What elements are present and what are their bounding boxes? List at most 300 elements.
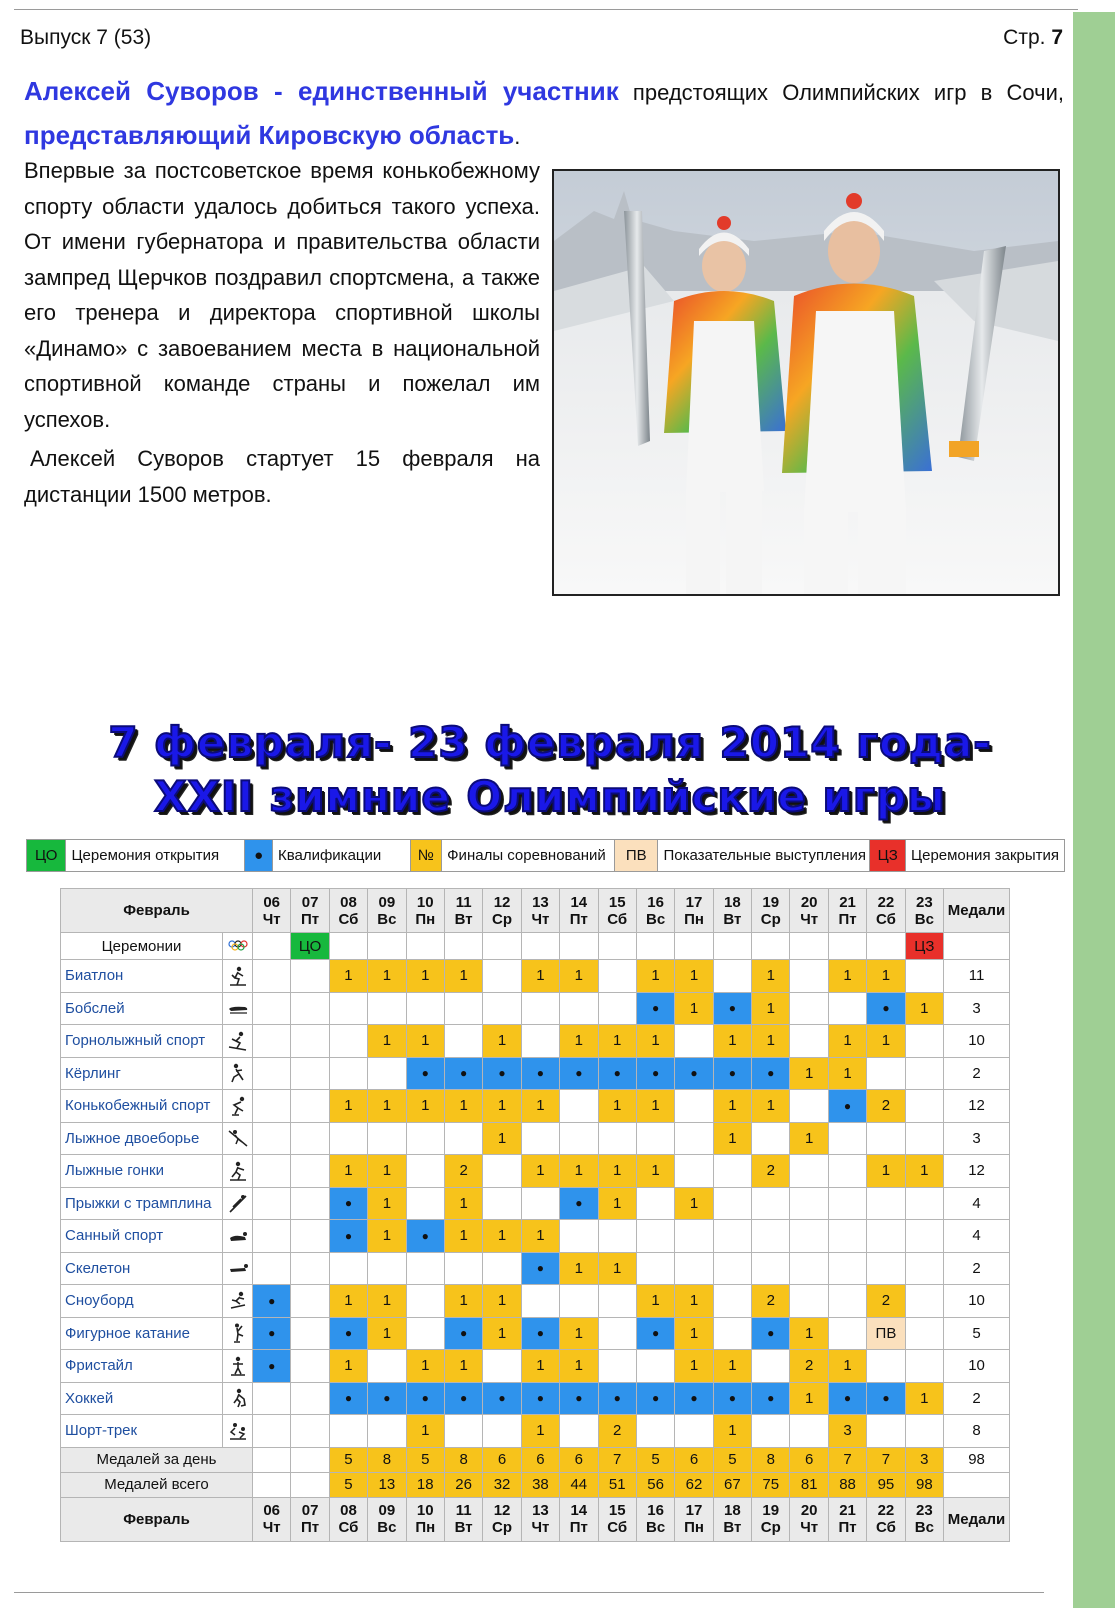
sport-name[interactable]: Конькобежный спорт <box>61 1090 223 1123</box>
schedule-cell <box>636 1415 674 1448</box>
sport-icon-cell <box>223 1285 253 1318</box>
weekday: Сб <box>338 910 359 928</box>
schedule-cell <box>483 1252 521 1285</box>
sport-icon-cell <box>223 1155 253 1188</box>
day-number: 21 <box>839 1502 856 1519</box>
medals-cell: 11 <box>944 960 1010 993</box>
schedule-cell: ● <box>636 1382 674 1415</box>
schedule-cell: ● <box>253 1350 291 1383</box>
schedule-cell: ● <box>867 992 905 1025</box>
schedule-cell <box>905 1187 943 1220</box>
schedule-cell: 1 <box>368 1317 406 1350</box>
schedule-cell <box>521 1122 559 1155</box>
schedule-cell <box>291 1057 329 1090</box>
schedule-cell: 1 <box>828 1057 866 1090</box>
total-cell <box>253 1472 291 1497</box>
weekday: Пн <box>415 1519 436 1536</box>
sport-row <box>61 1057 1010 1090</box>
day-number: 10 <box>416 1502 434 1519</box>
schedule-cell <box>636 933 674 960</box>
schedule-cell <box>828 992 866 1025</box>
day-header <box>368 889 406 933</box>
total-cell: 38 <box>521 1472 559 1497</box>
schedule-cell: ● <box>368 1382 406 1415</box>
day-number: 20 <box>800 1502 818 1519</box>
day-header <box>636 889 674 933</box>
schedule-cell: ● <box>521 1057 559 1090</box>
sport-row <box>61 1350 1010 1383</box>
schedule-cell: 1 <box>368 1285 406 1318</box>
schedule-cell <box>752 1187 790 1220</box>
sport-icon-cell <box>223 992 253 1025</box>
bottom-header-row <box>61 1497 1010 1541</box>
weekday: Чт <box>800 910 819 928</box>
sport-name[interactable]: Лыжные гонки <box>61 1155 223 1188</box>
ceremonies-icon-cell <box>223 933 253 960</box>
schedule-cell: 2 <box>867 1090 905 1123</box>
schedule-cell <box>867 1252 905 1285</box>
schedule-cell: 1 <box>444 1220 482 1253</box>
day-header <box>253 889 291 933</box>
day-header <box>253 1497 291 1541</box>
total-cell: 8 <box>752 1447 790 1472</box>
page-number: Стр. 7 <box>1003 26 1063 49</box>
schedule-cell: 1 <box>598 1025 636 1058</box>
schedule-cell: 1 <box>675 1285 713 1318</box>
day-header <box>598 889 636 933</box>
schedule-cell: 1 <box>828 1025 866 1058</box>
sport-name[interactable]: Санный спорт <box>61 1220 223 1253</box>
schedule-cell <box>752 1220 790 1253</box>
day-header <box>828 889 866 933</box>
day-header <box>329 1497 367 1541</box>
schedule-cell: ● <box>253 1317 291 1350</box>
schedule-cell <box>483 1415 521 1448</box>
day-header <box>483 889 521 933</box>
day-number: 22 <box>877 1502 895 1519</box>
weekday: Ср <box>760 910 781 928</box>
schedule-cell <box>713 1155 751 1188</box>
schedule-cell: ● <box>444 1317 482 1350</box>
day-header <box>329 889 367 933</box>
snowboard-icon <box>227 1290 249 1312</box>
article-body <box>24 153 540 512</box>
day-header <box>444 1497 482 1541</box>
schedule-cell <box>291 1025 329 1058</box>
total-cell: 7 <box>828 1447 866 1472</box>
schedule-cell <box>905 1415 943 1448</box>
schedule-cell <box>675 1252 713 1285</box>
weekday: Вс <box>914 1519 934 1536</box>
schedule-cell <box>291 1382 329 1415</box>
sport-icon-cell <box>223 1122 253 1155</box>
schedule-cell: 1 <box>675 960 713 993</box>
sport-name[interactable]: Прыжки с трамплина <box>61 1187 223 1220</box>
schedule-cell <box>291 992 329 1025</box>
schedule-cell: ● <box>675 1057 713 1090</box>
luge-icon <box>227 1225 249 1247</box>
schedule-cell: 1 <box>675 1317 713 1350</box>
schedule-cell <box>828 1187 866 1220</box>
sport-row <box>61 1220 1010 1253</box>
medals-cell: 8 <box>944 1415 1010 1448</box>
schedule-cell <box>867 1187 905 1220</box>
schedule-cell <box>828 1122 866 1155</box>
total-cell: 62 <box>675 1472 713 1497</box>
schedule-cell <box>560 1285 598 1318</box>
day-header <box>713 889 751 933</box>
schedule-cell <box>752 933 790 960</box>
schedule-cell: 2 <box>444 1155 482 1188</box>
schedule-cell: ● <box>560 1187 598 1220</box>
schedule-cell: ● <box>752 1382 790 1415</box>
sport-name[interactable]: Шорт-трек <box>61 1415 223 1448</box>
medals-cell: 10 <box>944 1025 1010 1058</box>
schedule-cell <box>444 1025 482 1058</box>
sport-row <box>61 992 1010 1025</box>
schedule-cell <box>368 1252 406 1285</box>
schedule-cell: ● <box>560 1382 598 1415</box>
hockey-icon <box>227 1387 249 1409</box>
schedule-cell <box>675 1122 713 1155</box>
torch-bearers-photo <box>552 169 1060 596</box>
schedule-cell <box>368 1350 406 1383</box>
curling-icon <box>227 1062 249 1084</box>
schedule-cell <box>291 960 329 993</box>
lead-highlight-2: представляющий Кировскую область <box>24 120 515 150</box>
weekday: Сб <box>607 1519 628 1536</box>
day-header <box>790 1497 828 1541</box>
schedule-cell: 1 <box>713 1090 751 1123</box>
schedule-cell <box>867 933 905 960</box>
schedule-cell: 2 <box>790 1350 828 1383</box>
schedule-cell: 1 <box>329 1350 367 1383</box>
weekday: Чт <box>531 1519 550 1536</box>
weekday: Вс <box>377 1519 397 1536</box>
schedule-cell: 1 <box>406 1350 444 1383</box>
schedule-cell <box>905 1317 943 1350</box>
schedule-cell: 1 <box>636 1025 674 1058</box>
schedule-cell: 1 <box>598 1187 636 1220</box>
schedule-cell <box>483 1187 521 1220</box>
schedule-cell <box>713 1187 751 1220</box>
schedule-cell: ● <box>752 1317 790 1350</box>
schedule-cell: 1 <box>329 1155 367 1188</box>
medals-cell: 12 <box>944 1090 1010 1123</box>
schedule-cell: 1 <box>521 1155 559 1188</box>
schedule-cell <box>636 1220 674 1253</box>
day-number: 23 <box>915 1502 933 1519</box>
schedule-cell: 1 <box>368 960 406 993</box>
schedule-cell: ЦЗ <box>905 933 943 960</box>
schedule-cell <box>253 1122 291 1155</box>
schedule-cell: ● <box>406 1057 444 1090</box>
schedule-cell <box>713 1252 751 1285</box>
banner-line-1: 7 февраля- 23 февраля 2014 года- <box>108 718 992 767</box>
sport-row <box>61 1187 1010 1220</box>
medals-per-day-row <box>61 1447 1010 1472</box>
total-cell: 8 <box>444 1447 482 1472</box>
schedule-cell: ● <box>329 1382 367 1415</box>
schedule-cell: 1 <box>905 992 943 1025</box>
schedule-cell <box>521 992 559 1025</box>
total-cell: 81 <box>790 1472 828 1497</box>
schedule-cell: 1 <box>368 1025 406 1058</box>
total-cell: 7 <box>867 1447 905 1472</box>
schedule-cell <box>675 1155 713 1188</box>
schedule-cell <box>521 933 559 960</box>
olympic-schedule-table <box>60 888 1010 1542</box>
schedule-cell <box>291 1350 329 1383</box>
weekday: Вт <box>454 1519 473 1536</box>
schedule-cell: 1 <box>713 1025 751 1058</box>
schedule-cell <box>598 1122 636 1155</box>
weekday: Вс <box>914 910 934 928</box>
schedule-cell <box>828 1285 866 1318</box>
medals-per-day-row-label: Медалей за день <box>61 1447 253 1472</box>
sport-name[interactable]: Сноуборд <box>61 1285 223 1318</box>
schedule-cell <box>406 1252 444 1285</box>
schedule-cell: 1 <box>444 960 482 993</box>
medals-header: Медали <box>944 889 1010 933</box>
schedule-cell: 1 <box>329 1090 367 1123</box>
day-number: 13 <box>532 893 549 911</box>
sport-row <box>61 1415 1010 1448</box>
schedule-cell <box>828 1317 866 1350</box>
schedule-cell: 1 <box>560 1155 598 1188</box>
month-label: Февраль <box>61 889 253 933</box>
sport-name[interactable]: Горнолыжный спорт <box>61 1025 223 1058</box>
day-header <box>406 1497 444 1541</box>
schedule-cell <box>905 1350 943 1383</box>
day-header <box>867 1497 905 1541</box>
schedule-cell <box>368 992 406 1025</box>
schedule-cell <box>560 992 598 1025</box>
sport-name[interactable]: Скелетон <box>61 1252 223 1285</box>
schedule-cell: 1 <box>636 1155 674 1188</box>
schedule-cell: 1 <box>790 1317 828 1350</box>
schedule-cell <box>521 1285 559 1318</box>
schedule-cell <box>444 1252 482 1285</box>
schedule-cell <box>790 1025 828 1058</box>
schedule-cell <box>560 933 598 960</box>
schedule-cell: ● <box>521 1252 559 1285</box>
schedule-cell: 1 <box>368 1090 406 1123</box>
schedule-cell: ● <box>636 992 674 1025</box>
schedule-cell: ● <box>329 1187 367 1220</box>
day-header <box>713 1497 751 1541</box>
sport-name[interactable]: Хоккей <box>61 1382 223 1415</box>
schedule-cell: 1 <box>368 1187 406 1220</box>
schedule-cell <box>905 960 943 993</box>
schedule-cell <box>675 1025 713 1058</box>
schedule-cell: 1 <box>483 1025 521 1058</box>
schedule-cell: 1 <box>867 960 905 993</box>
day-number: 07 <box>301 1502 319 1519</box>
total-cell: 13 <box>368 1472 406 1497</box>
schedule-cell <box>675 933 713 960</box>
schedule-cell: 1 <box>752 960 790 993</box>
schedule-cell: 1 <box>675 1350 713 1383</box>
schedule-cell <box>598 1220 636 1253</box>
month-label: Февраль <box>61 1497 253 1541</box>
schedule-cell: 1 <box>521 1350 559 1383</box>
schedule-cell <box>905 1122 943 1155</box>
sport-name[interactable]: Фристайл <box>61 1350 223 1383</box>
schedule-cell: ● <box>867 1382 905 1415</box>
schedule-cell <box>444 992 482 1025</box>
day-header <box>752 1497 790 1541</box>
schedule-legend <box>26 839 1065 872</box>
schedule-cell <box>867 1350 905 1383</box>
sport-name[interactable]: Бобслей <box>61 992 223 1025</box>
day-number: 09 <box>378 1502 396 1519</box>
schedule-cell: 3 <box>828 1415 866 1448</box>
schedule-cell: ● <box>521 1317 559 1350</box>
schedule-cell: ● <box>406 1382 444 1415</box>
weekday: Ср <box>492 1519 513 1536</box>
sport-name[interactable]: Кёрлинг <box>61 1057 223 1090</box>
schedule-cell: ● <box>828 1090 866 1123</box>
schedule-cell <box>560 1090 598 1123</box>
schedule-cell <box>368 1057 406 1090</box>
day-header <box>483 1497 521 1541</box>
schedule-cell: 1 <box>521 1220 559 1253</box>
day-number: 11 <box>455 1502 472 1519</box>
schedule-cell: 1 <box>368 1220 406 1253</box>
day-header <box>291 889 329 933</box>
schedule-cell: 2 <box>752 1155 790 1188</box>
day-header <box>444 889 482 933</box>
schedule-cell <box>368 1122 406 1155</box>
schedule-cell: 1 <box>406 1025 444 1058</box>
schedule-cell: ● <box>444 1057 482 1090</box>
schedule-cell: 1 <box>444 1090 482 1123</box>
schedule-cell: 1 <box>867 1155 905 1188</box>
day-number: 10 <box>416 893 434 911</box>
schedule-cell <box>521 1187 559 1220</box>
total-cell: 26 <box>444 1472 482 1497</box>
olympic-rings-icon <box>227 935 249 957</box>
schedule-cell <box>291 1252 329 1285</box>
total-cell: 95 <box>867 1472 905 1497</box>
schedule-cell <box>253 933 291 960</box>
day-number: 09 <box>378 893 396 911</box>
schedule-cell: ЦО <box>291 933 329 960</box>
day-header <box>560 889 598 933</box>
total-cell: 32 <box>483 1472 521 1497</box>
sport-icon-cell <box>223 1057 253 1090</box>
schedule-cell: ● <box>828 1382 866 1415</box>
skeleton-icon <box>227 1257 249 1279</box>
schedule-cell <box>253 1155 291 1188</box>
schedule-cell: 1 <box>636 960 674 993</box>
day-number: 13 <box>532 1502 549 1519</box>
schedule-cell <box>291 1415 329 1448</box>
total-cell <box>291 1472 329 1497</box>
schedule-cell <box>713 1220 751 1253</box>
freestyle-icon <box>227 1355 249 1377</box>
sport-name[interactable]: Биатлон <box>61 960 223 993</box>
schedule-cell: 2 <box>752 1285 790 1318</box>
lead-paragraph <box>24 70 1064 158</box>
schedule-cell <box>253 1090 291 1123</box>
total-cell: 6 <box>483 1447 521 1472</box>
schedule-cell: 1 <box>483 1220 521 1253</box>
schedule-cell <box>291 1317 329 1350</box>
weekday: Сб <box>338 1519 359 1536</box>
schedule-cell: 1 <box>905 1382 943 1415</box>
total-cell: 5 <box>636 1447 674 1472</box>
schedule-cell: 1 <box>483 1090 521 1123</box>
day-header <box>905 1497 943 1541</box>
sport-name[interactable]: Лыжное двоеборье <box>61 1122 223 1155</box>
schedule-cell <box>752 1252 790 1285</box>
schedule-cell <box>291 1187 329 1220</box>
total-cell: 5 <box>713 1447 751 1472</box>
schedule-cell: 1 <box>598 1252 636 1285</box>
schedule-cell: ● <box>598 1057 636 1090</box>
total-cell: 51 <box>598 1472 636 1497</box>
schedule-cell <box>790 1187 828 1220</box>
biathlon-icon <box>227 965 249 987</box>
sport-row <box>61 1155 1010 1188</box>
schedule-cell <box>253 1025 291 1058</box>
schedule-cell: 1 <box>636 1285 674 1318</box>
legend-code: № <box>411 840 443 871</box>
schedule-cell: 1 <box>483 1317 521 1350</box>
schedule-cell: 1 <box>329 1285 367 1318</box>
total-cell: 75 <box>752 1472 790 1497</box>
schedule-cell: ПВ <box>867 1317 905 1350</box>
schedule-cell: 1 <box>636 1090 674 1123</box>
schedule-cell <box>905 1057 943 1090</box>
day-number: 19 <box>762 1502 780 1519</box>
weekday: Сб <box>875 910 896 928</box>
schedule-cell <box>291 1220 329 1253</box>
day-header <box>867 889 905 933</box>
article-paragraph-1: Впервые за постсоветское время конькобежному спорту области удалось добиться такого успеха. От имени губернатора и правительства области зампред Щерчков поздравил спортсмена, а также его тренера и директора спортивной школы «Динамо» с завоеванием места в национальной спортивной команде страны и пожелал им успехов. <box>24 158 540 432</box>
day-number: 19 <box>762 893 780 911</box>
weekday: Чт <box>262 1519 281 1536</box>
sport-name[interactable]: Фигурное катание <box>61 1317 223 1350</box>
schedule-cell <box>598 960 636 993</box>
day-number: 20 <box>800 893 818 911</box>
day-number: 16 <box>647 893 664 911</box>
total-cell <box>253 1447 291 1472</box>
schedule-cell <box>560 1415 598 1448</box>
schedule-cell: 1 <box>752 1090 790 1123</box>
total-cell: 5 <box>329 1447 367 1472</box>
issue-number: Выпуск 7 (53) <box>20 26 152 49</box>
legend-label: Квалификации <box>273 840 411 871</box>
cross-country-icon <box>227 1160 249 1182</box>
day-header <box>521 1497 559 1541</box>
figure-skating-icon <box>227 1322 249 1344</box>
schedule-cell: ● <box>560 1057 598 1090</box>
schedule-cell: ● <box>713 1057 751 1090</box>
schedule-cell <box>636 1122 674 1155</box>
schedule-cell <box>790 1415 828 1448</box>
schedule-cell <box>329 1252 367 1285</box>
schedule-cell <box>444 1415 482 1448</box>
total-cell: 56 <box>636 1472 674 1497</box>
medals-cell: 3 <box>944 992 1010 1025</box>
schedule-cell: 1 <box>368 1155 406 1188</box>
medals-cell: 10 <box>944 1350 1010 1383</box>
schedule-cell: ● <box>483 1382 521 1415</box>
legend-code: ЦО <box>27 840 66 871</box>
